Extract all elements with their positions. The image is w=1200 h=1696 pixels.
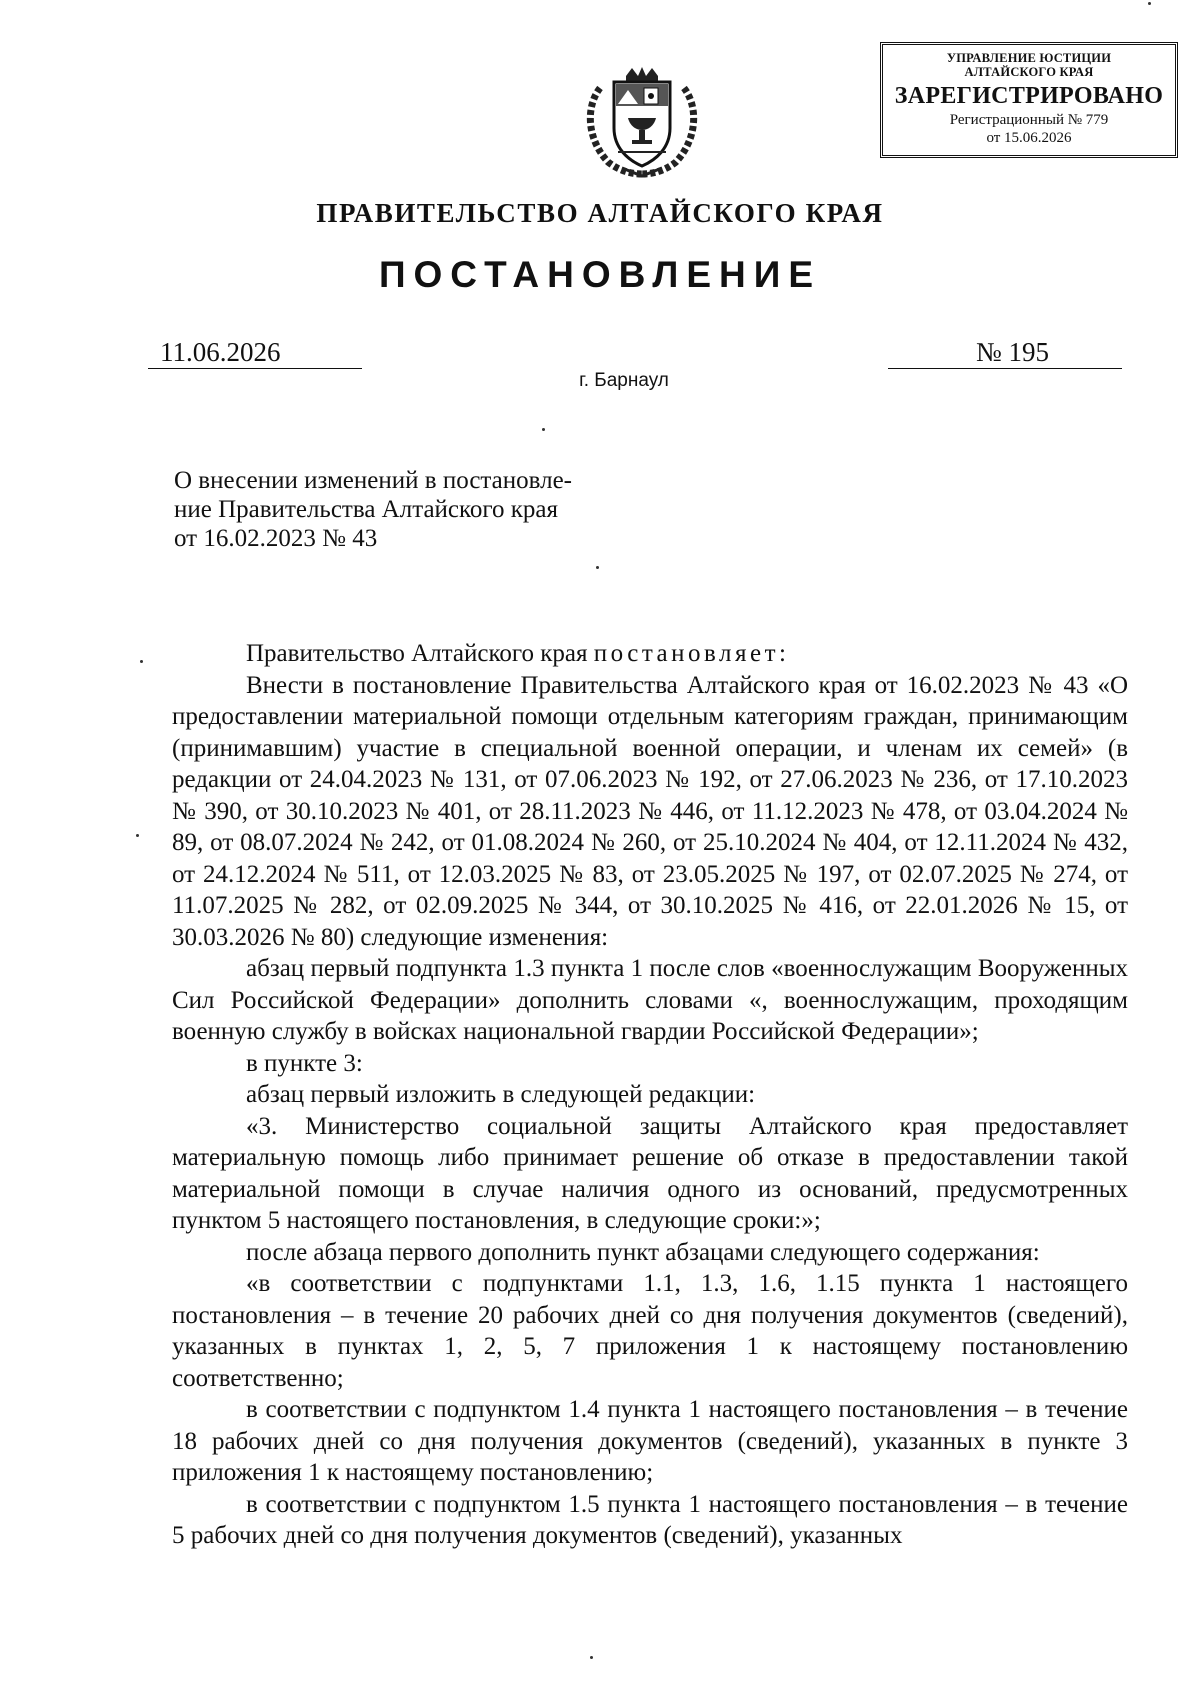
- document-body: [172, 638, 1128, 1552]
- document-city: г. Барнаул: [579, 370, 669, 391]
- scan-speck: [590, 1656, 593, 1659]
- intro-prefix: Правительство Алтайского края: [246, 640, 594, 667]
- scan-speck: [140, 660, 143, 663]
- intro-spaced-verb: постановляет:: [593, 640, 790, 667]
- body-paragraph: абзац первый изложить в следующей редакции:: [246, 1081, 756, 1108]
- scan-speck: [136, 834, 139, 837]
- body-paragraph: «3. Министерство социальной защиты Алтайского края предоставляет материальную помощь либо принимает решение об отказе в предоставлении такой материальной помощи в случае наличия одного из оснований, предусмотренных пунктом 5 настоящего постановления, в следующие сроки:»;: [172, 1112, 1128, 1234]
- document-number: № 195: [888, 336, 1122, 369]
- subject-line: ние Правительства Алтайского края: [174, 496, 559, 523]
- document-subject: [174, 466, 630, 553]
- body-paragraph: после абзаца первого дополнить пункт абзацами следующего содержания:: [246, 1238, 1040, 1266]
- stamp-authority-line1: УПРАВЛЕНИЕ ЮСТИЦИИ: [946, 51, 1112, 65]
- body-paragraph: в соответствии с подпунктом 1.5 пункта 1 настоящего постановления – в течение 5 рабочих дней со дня получения документов (сведений), указанных: [172, 1490, 1128, 1549]
- stamp-authority-line2: АЛТАЙСКОГО КРАЯ: [964, 65, 1094, 79]
- subject-line: О внесении изменений в постановле-: [174, 467, 572, 494]
- document-type-title: ПОСТАНОВЛЕНИЕ: [378, 254, 822, 295]
- registration-stamp: [880, 42, 1178, 158]
- stamp-reg-number: Регистрационный № 779: [949, 112, 1109, 128]
- scan-speck: [542, 428, 545, 431]
- scan-speck: [1148, 2, 1151, 5]
- stamp-reg-date: от 15.06.2026: [986, 130, 1072, 146]
- coat-of-arms-emblem: [582, 66, 702, 178]
- body-paragraph: в соответствии с подпунктом 1.4 пункта 1 настоящего постановления – в течение 18 рабочих дней со дня получения документов (сведений), указанных в пункте 3 приложения 1 к настоящему постановлению;: [172, 1396, 1128, 1486]
- body-paragraph: «в соответствии с подпунктами 1.1, 1.3, 1.6, 1.15 пункта 1 настоящего постановления – в течение 20 рабочих дней со дня получения документов (сведений), указанных в пунктах 1, 2, 5, 7 приложения 1 к настоящему постановлению соответственно;: [172, 1270, 1128, 1392]
- subject-line: от 16.02.2023 № 43: [174, 525, 378, 552]
- government-name: ПРАВИТЕЛЬСТВО АЛТАЙСКОГО КРАЯ: [316, 198, 884, 228]
- body-paragraph: абзац первый подпункта 1.3 пункта 1 после слов «военнослужащим Вооруженных Сил Российской Федерации» дополнить словами «, военнослужащим, проходящим военную службу в войсках национальной гвардии Российской Федерации»;: [172, 955, 1128, 1045]
- stamp-status: ЗАРЕГИСТРИРОВАНО: [894, 83, 1164, 109]
- body-paragraph: Внести в постановление Правительства Алтайского края от 16.02.2023 № 43 «О предоставлении материальной помощи отдельным категориям граждан, принимающим (принимавшим) участие в специальной военной операции, и членам их семей» (в редакции от 24.04.2023 № 131, от 07.06.2023 № 192, от 27.06.2023 № 236, от 17.10.2023 № 390, от 30.10.2023 № 401, от 28.11.2023 № 446, от 11.12.2023 № 478, от 03.04.2024 № 89, от 08.07.2024 № 242, от 01.08.2024 № 260, от 25.10.2024 № 404, от 12.11.2024 № 432, от 24.12.2024 № 511, от 12.03.2025 № 83, от 23.05.2025 № 197, от 02.07.2025 № 274, от 11.07.2025 № 282, от 02.09.2025 № 344, от 30.10.2025 № 416, от 22.01.2026 № 15, от 30.03.2026 № 80) следующие изменения:: [172, 671, 1128, 951]
- body-intro: [172, 638, 1128, 670]
- body-paragraph: в пункте 3:: [246, 1049, 363, 1077]
- scan-speck: [596, 566, 599, 569]
- document-date: 11.06.2026: [148, 336, 362, 369]
